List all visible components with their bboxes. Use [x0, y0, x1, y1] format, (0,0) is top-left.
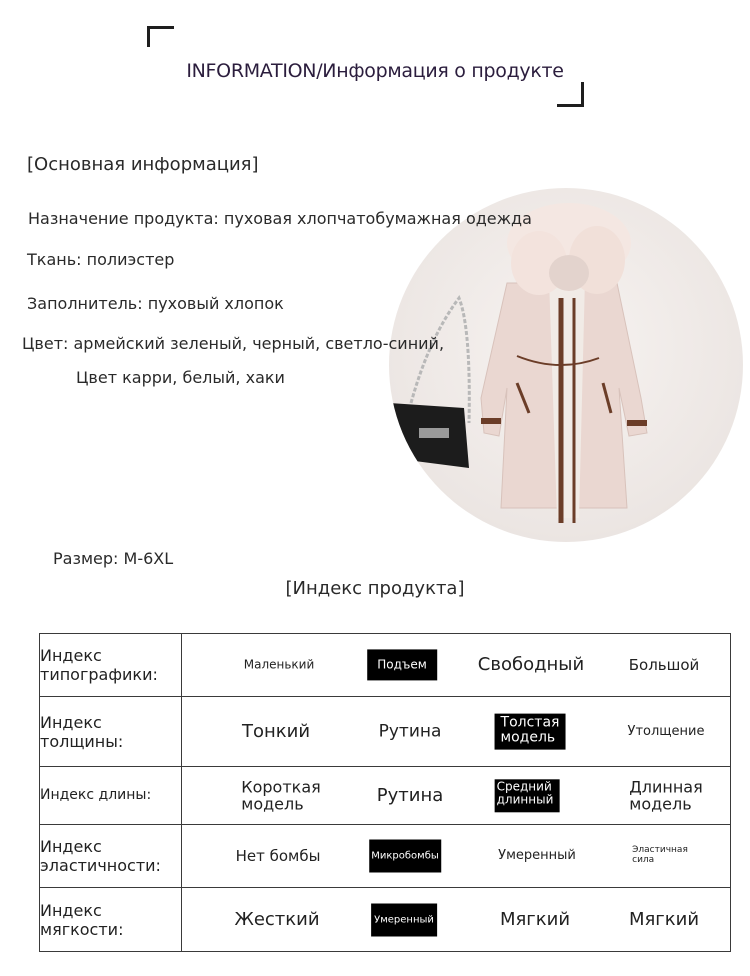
filler-line: Заполнитель: пуховый хлопок	[27, 294, 284, 313]
index-option-selected: Толстая модель	[495, 713, 566, 750]
index-option: Мягкий	[628, 908, 700, 930]
index-option-selected: Подъем	[367, 649, 437, 680]
index-option: Свободный	[477, 654, 585, 676]
index-row-label: Индекс длины:	[40, 767, 182, 825]
index-row-label: Индекс типографики:	[40, 634, 182, 697]
index-option: Тонкий	[241, 720, 311, 742]
page-title: INFORMATION/Информация о продукте	[186, 60, 564, 82]
index-row-options	[182, 825, 731, 888]
index-row-label: Индекс мягкости:	[40, 888, 182, 952]
index-option: Маленький	[243, 657, 315, 672]
index-option: Большой	[628, 655, 700, 674]
index-option: Эластичная сила	[632, 845, 688, 865]
index-row-softness	[40, 888, 731, 952]
index-row-fit	[40, 634, 731, 697]
index-option: Утолщение	[627, 723, 705, 739]
product-photo	[389, 188, 743, 542]
index-row-thickness	[40, 697, 731, 767]
basic-info-heading: [Основная информация]	[27, 154, 259, 175]
index-option: Длинная модель	[629, 776, 703, 814]
index-option-selected: Умеренный	[371, 903, 437, 936]
index-row-options	[182, 634, 731, 697]
index-row-elasticity	[40, 825, 731, 888]
index-row-options	[182, 888, 731, 952]
fabric-line: Ткань: полиэстер	[27, 250, 175, 269]
purpose-line: Назначение продукта: пуховая хлопчатобумажная одежда	[28, 209, 532, 228]
index-row-options	[182, 767, 731, 825]
index-option: Нет бомбы	[235, 846, 321, 865]
product-index-heading: [Индекс продукта]	[285, 578, 465, 599]
coat-illustration	[389, 188, 743, 542]
product-index-table	[39, 633, 731, 952]
corner-bracket-bottom-right	[557, 82, 584, 107]
corner-bracket-top-left	[147, 26, 174, 47]
index-option: Умеренный	[498, 847, 576, 863]
color-line-1: Цвет: армейский зеленый, черный, светло-синий,	[22, 334, 445, 353]
index-option-selected: Микробомбы	[369, 840, 441, 873]
color-line-2: Цвет карри, белый, хаки	[76, 368, 285, 387]
index-row-length	[40, 767, 731, 825]
index-row-label: Индекс толщины:	[40, 697, 182, 767]
index-row-label: Индекс эластичности:	[40, 825, 182, 888]
index-option: Короткая модель	[241, 776, 321, 814]
index-row-options	[182, 697, 731, 767]
index-option: Жесткий	[234, 908, 320, 930]
index-option: Рутина	[376, 784, 444, 806]
size-line: Размер: M-6XL	[53, 549, 174, 568]
index-option: Рутина	[378, 721, 442, 742]
index-option-selected: Средний длинный	[495, 779, 560, 812]
index-option: Мягкий	[499, 908, 571, 930]
